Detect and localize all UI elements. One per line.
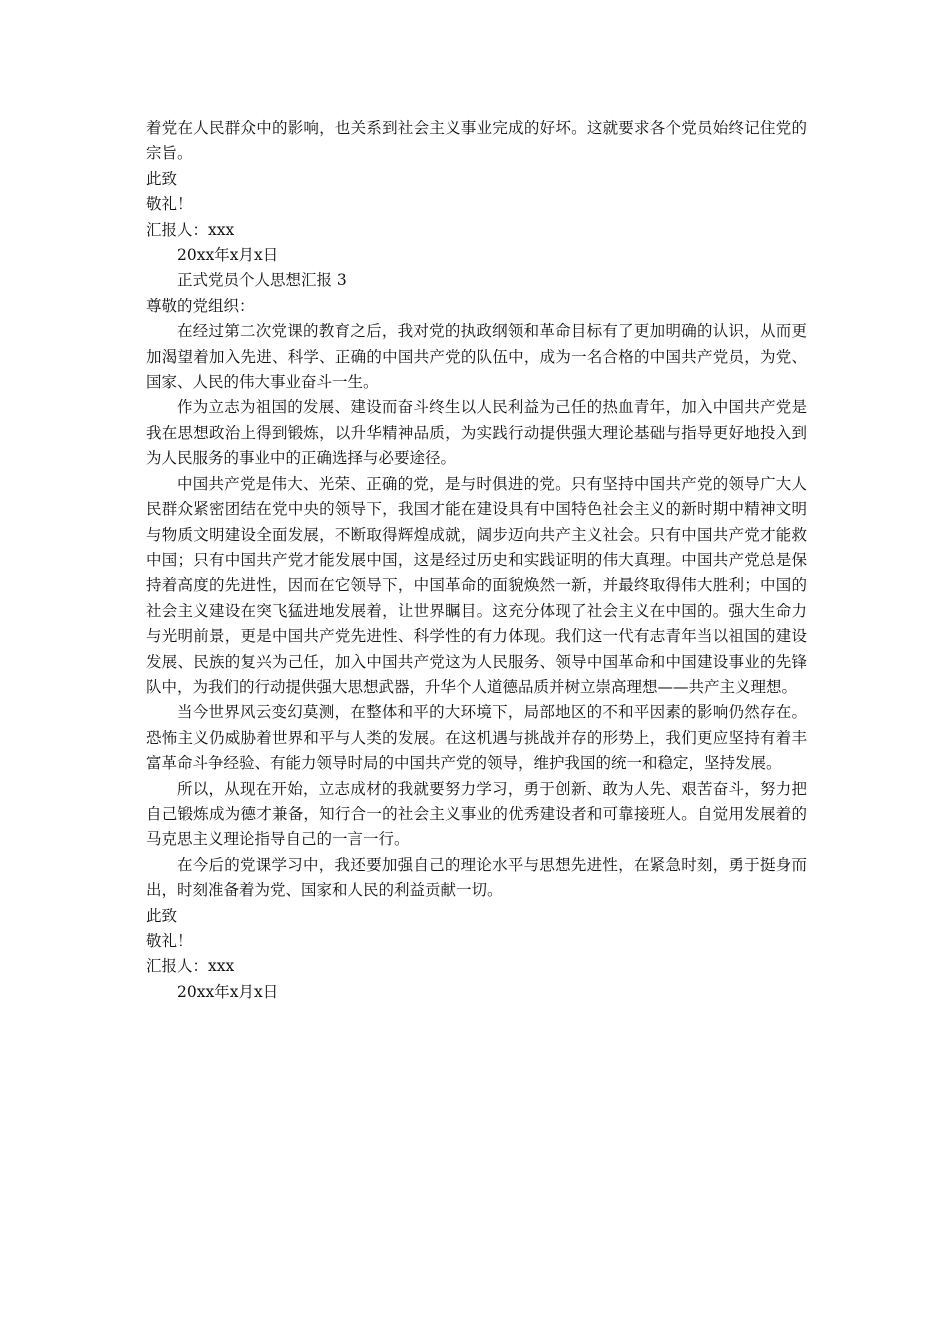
salutation-2: 此致 (146, 906, 178, 925)
regards-1: 敬礼！ (146, 195, 193, 214)
paragraph-6: 在今后的党课学习中，我还要加强自己的理论水平与思想先进性，在紧急时刻，勇于挺身而出，时刻准备着为党、国家和人民的利益贡献一切。 (146, 855, 807, 900)
paragraph-4: 当今世界风云变幻莫测，在整体和平的大环境下，局部地区的不和平因素的影响仍然存在。恐怖主义仍威胁着世界和平与人类的发展。在这机遇与挑战并存的形势上，我们更应坚持有着丰富革命斗争经验、有能力领导时局的中国共产党的领导，维护我国的统一和稳定，坚持发展。 (146, 703, 807, 773)
continued-paragraph: 着党在人民群众中的影响，也关系到社会主义事业完成的好坏。这就要求各个党员始终记住党的宗旨。 (146, 119, 807, 163)
regards-2: 敬礼！ (146, 932, 193, 950)
paragraph-3: 中国共产党是伟大、光荣、正确的党，是与时俱进的党。只有坚持中国共产党的领导广大人民群众紧密团结在党中央的领导下，我国才能在建设具有中国特色社会主义的新时期中精神文明与物质文明建设全面发展，不断取得辉煌成就，阔步迈向共产主义社会。只有中国共产党才能救中国；只有中国共产党才能发展中国，这是经过历史和实践证明的伟大真理。中国共产党总是保持着高度的先进性，因而在它领导下，中国革命的面貌焕然一新，并最终取得伟大胜利；中国的社会主义建设在突飞猛进地发展着，让世界瞩目。这充分体现了社会主义在中国的。强大生命力与光明前景，更是中国共产党先进性、科学性的有力体现。我们这一代有志青年当以祖国的建设发展、民族的复兴为己任，加入中国共产党这为人民服务、领导中国革命和中国建设事业的先锋队中，为我们的行动提供强大思想武器，升华个人道德品质并树立崇高理想——共产主义理想。 (146, 474, 807, 696)
salutation-1: 此致 (146, 169, 178, 188)
greeting: 尊敬的党组织： (146, 296, 255, 315)
document-page (146, 116, 807, 1005)
paragraph-2: 作为立志为祖国的发展、建设而奋斗终生以人民利益为己任的热血青年，加入中国共产党是我在思想政治上得到锻炼，以升华精神品质，为实践行动提供强大理论基础与指导更好地投入到为人民服务的事业中的正确选择与必要途径。 (146, 398, 807, 468)
date-2: 20xx年x月x日 (177, 982, 279, 1001)
reporter-2: 汇报人：xxx (146, 957, 235, 976)
section-title: 正式党员个人思想汇报 3 (177, 271, 347, 290)
paragraph-5: 所以，从现在开始，立志成材的我就要努力学习，勇于创新、敢为人先、艰苦奋斗，努力把自己锻炼成为德才兼备，知行合一的社会主义事业的优秀建设者和可靠接班人。自觉用发展着的马克思主义理论指导自己的一言一行。 (146, 779, 807, 849)
reporter-1: 汇报人：xxx (146, 220, 235, 239)
date-1: 20xx年x月x日 (177, 246, 279, 265)
paragraph-1: 在经过第二次党课的教育之后，我对党的执政纲领和革命目标有了更加明确的认识，从而更加渴望着加入先进、科学、正确的中国共产党的队伍中，成为一名合格的中国共产党员，为党、国家、人民的伟大事业奋斗一生。 (146, 322, 807, 392)
